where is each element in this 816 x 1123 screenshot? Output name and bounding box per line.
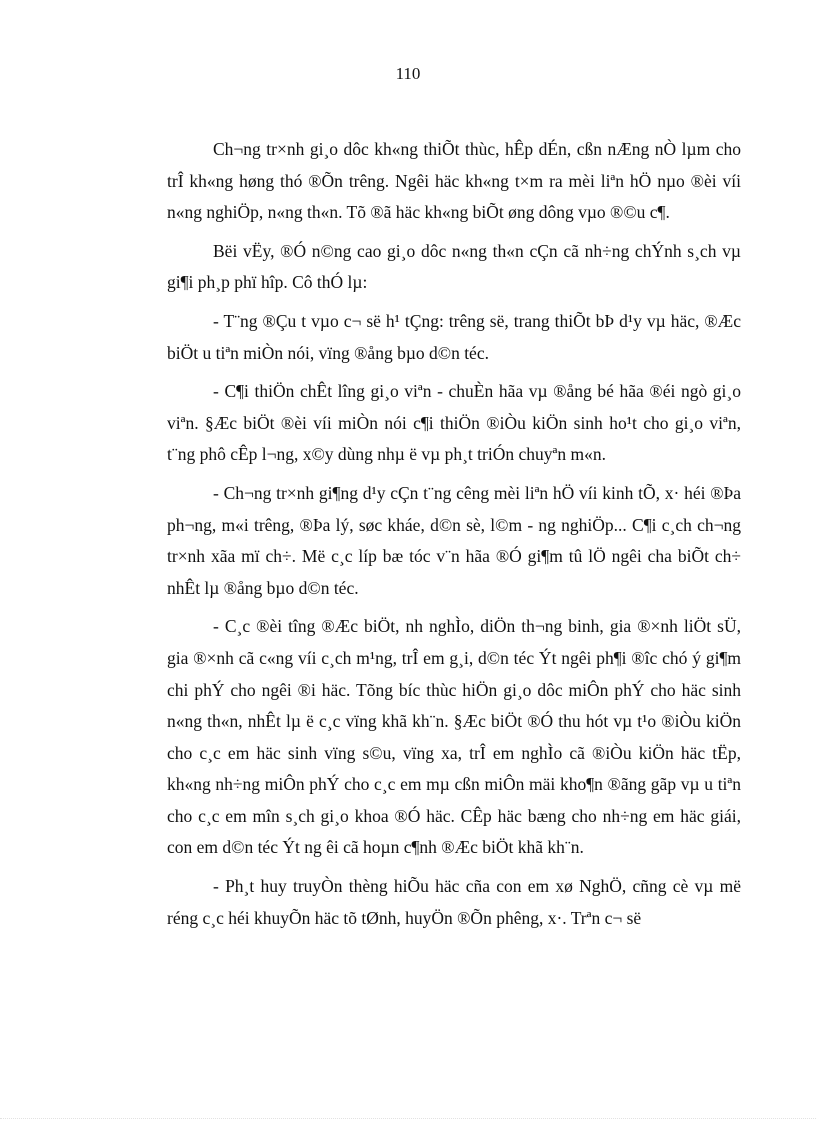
page-bottom-divider xyxy=(0,1118,816,1119)
paragraph-3: - T¨ng ®Çu t vµo c¬ së h¹ tÇng: trêng së, trang thiÕt bÞ d¹y vµ häc, ®Æc biÖt u tiªn miÒn nói, vïng ®ång bµo d©n téc. xyxy=(167,310,741,363)
paragraph-7: - Ph¸t huy truyÒn thèng hiÕu häc cña con em xø NghÖ, cñng cè vµ më réng c¸c héi khuyÕn häc tõ tØnh, huyÖn ®Õn phêng, x·. Trªn c¬ së xyxy=(167,876,741,928)
paragraph-6: - C¸c ®èi tîng ®Æc biÖt, nh nghÌo, diÖn th¬ng binh, gia ®×nh liÖt sÜ, gia ®×nh cã c«ng víi c¸ch m¹ng, trÎ em g¸i, d©n téc Ýt ngêi ph¶i ®îc chó ý gi¶m chi phÝ cho ngêi ®i häc. Tõng bíc thùc hiÖn gi¸o dôc miÔn phÝ cho häc sinh n«ng th«n, nhÊt lµ ë c¸c vïng khã kh¨n. §Æc biÖt ®Ó thu hót vµ t¹o ®iÒu kiÖn cho c¸c em häc sinh vïng s©u, vïng xa, trÎ em nghÌo cã ®iÒu kiÖn häc tËp, kh«ng nh÷ng miÔn phÝ cho c¸c em mµ cßn miÔn mäi kho¶n ®ãng gãp vµ u tiªn cho c¸c em mîn s¸ch gi¸o khoa ®Ó häc. CÊp häc bæng cho nh÷ng em häc giái, con em d©n téc Ýt ng êi cã hoµn c¶nh ®Æc biÖt khã kh¨n. xyxy=(167,616,741,858)
page-number: 110 xyxy=(395,64,421,83)
paragraph-5: - Ch¬ng tr×nh gi¶ng d¹y cÇn t¨ng cêng mèi liªn hÖ víi kinh tÕ, x· héi ®Þa ph¬ng, m«i trêng, ®Þa lý, søc kháe, d©n sè, l©m - ng nghiÖp... C¶i c¸ch ch¬ng tr×nh xãa mï ch÷. Më c¸c líp bæ tóc v¨n hãa ®Ó gi¶m tû lÖ ngêi cha biÕt ch÷ nhÊt lµ ®ång bµo d©n téc. xyxy=(167,482,741,598)
paragraph-4: - C¶i thiÖn chÊt lîng gi¸o viªn - chuÈn hãa vµ ®ång bé hãa ®éi ngò gi¸o viªn. §Æc biÖt ®èi víi miÒn nói c¶i thiÖn ®iÒu kiÖn sinh ho¹t cho gi¸o viªn, t¨ng phô cÊp l¬ng, x©y dùng nhµ ë vµ ph¸t triÓn chuyªn m«n. xyxy=(167,381,741,465)
paragraph-1: Ch¬ng tr×nh gi¸o dôc kh«ng thiÕt thùc, hÊp dÉn, cßn nÆng nÒ lµm cho trÎ kh«ng høng thó ®Õn trêng. Ngêi häc kh«ng t×m ra mèi liªn hÖ nµo ®èi víi n«ng nghiÖp, n«ng th«n. Tõ ®ã häc kh«ng biÕt øng dông vµo ®©u c¶. xyxy=(167,139,741,223)
paragraph-2: Bëi vËy, ®Ó n©ng cao gi¸o dôc n«ng th«n cÇn cã nh÷ng chÝnh s¸ch vµ gi¶i ph¸p phï hîp. Cô thÓ lµ: xyxy=(167,240,741,293)
body-text xyxy=(167,134,741,941)
